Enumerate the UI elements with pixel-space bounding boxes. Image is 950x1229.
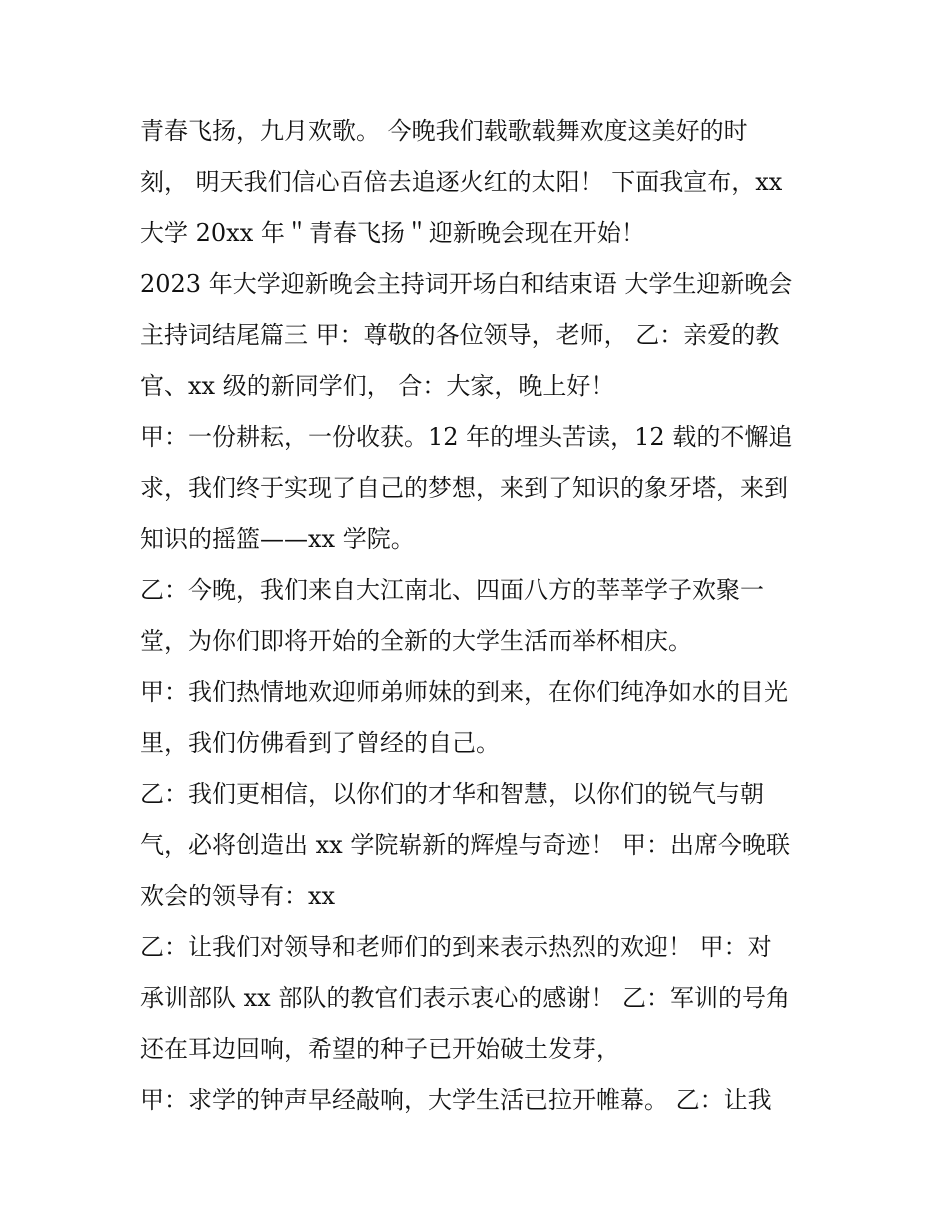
text-line: 甲：我们热情地欢迎师弟师妹的到来，在你们纯净如水的目光 — [140, 678, 788, 706]
text-line: 乙：我们更相信，以你们的才华和智慧，以你们的锐气与朝 — [140, 780, 764, 808]
text-line: 乙：今晚，我们来自大江南北、四面八方的莘莘学子欢聚一 — [140, 576, 764, 604]
text-line: 甲：一份耕耘，一份收获。12 年的埋头苦读，12 载的不懈追 — [140, 423, 793, 451]
text-line: 乙：让我们对领导和老师们的到来表示热烈的欢迎！ 甲：对 — [140, 933, 772, 961]
text-line: 求，我们终于实现了自己的梦想，来到了知识的象牙塔，来到 — [140, 474, 788, 502]
text-line: 青春飞扬，九月欢歌。 今晚我们载歌载舞欢度这美好的时 — [140, 117, 748, 145]
text-line: 甲：求学的钟声早经敲响，大学生活已拉开帷幕。 乙：让我 — [140, 1086, 772, 1114]
text-line: 大学 20xx 年＂青春飞扬＂迎新晚会现在开始！ — [140, 219, 645, 247]
text-line: 里，我们仿佛看到了曾经的自己。 — [140, 729, 500, 757]
text-line: 气，必将创造出 xx 学院崭新的辉煌与奇迹！ 甲：出席今晚联 — [140, 831, 790, 859]
text-line: 知识的摇篮——xx 学院。 — [140, 525, 415, 553]
text-line: 堂，为你们即将开始的全新的大学生活而举杯相庆。 — [140, 627, 692, 655]
text-line: 2023 年大学迎新晚会主持词开场白和结束语 大学生迎新晚会 — [140, 270, 793, 298]
text-line: 欢会的领导有：xx — [140, 882, 336, 910]
text-line: 主持词结尾篇三 甲：尊敬的各位领导，老师， 乙：亲爱的教 — [140, 321, 780, 349]
text-line: 刻， 明天我们信心百倍去追逐火红的太阳！ 下面我宣布，xx — [140, 168, 783, 196]
text-line: 官、xx 级的新同学们， 合：大家，晚上好！ — [140, 372, 615, 400]
document-body — [140, 106, 830, 1126]
text-line: 还在耳边回响，希望的种子已开始破土发芽， — [140, 1035, 620, 1063]
text-line: 承训部队 xx 部队的教官们表示衷心的感谢！ 乙：军训的号角 — [140, 984, 790, 1012]
